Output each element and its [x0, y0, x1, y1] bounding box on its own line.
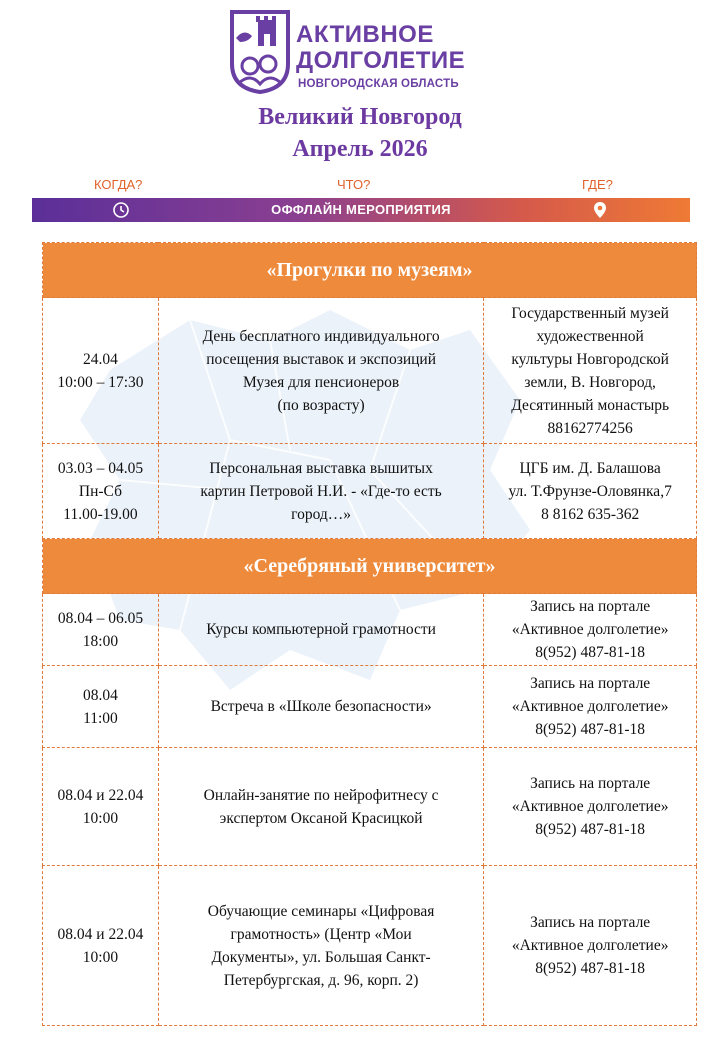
event-what-line: грамотность» (Центр «Мои [230, 925, 412, 943]
event-what-cell [158, 444, 483, 539]
event-what-line: Курсы компьютерной грамотности [206, 621, 436, 638]
logo-title-line2: ДОЛГОЛЕТИЕ [296, 47, 466, 74]
event-where-cell [484, 444, 697, 539]
event-when-line: 03.03 – 04.05 [57, 459, 144, 477]
event-when-line: 18:00 [82, 632, 119, 650]
event-what-line: посещения выставок и экспозиций [206, 350, 436, 368]
month-title: Апрель 2026 [292, 136, 428, 162]
logo [228, 8, 498, 94]
event-where-line: «Активное долголетие» [511, 698, 669, 715]
event-where-cell [484, 298, 697, 444]
event-where-cell [484, 748, 697, 866]
event-where-line: 8 8162 635-362 [541, 505, 640, 523]
offline-events-bar [32, 198, 690, 222]
event-when-line: 08.04 и 22.04 [57, 786, 144, 804]
location-pin-icon [592, 201, 608, 219]
event-what-line: экспертом Оксаной Красицкой [219, 809, 423, 827]
event-when-cell [43, 594, 159, 666]
event-where-line: ул. Т.Фрунзе-Оловянка,7 [508, 482, 672, 500]
city-title: Великий Новгород [258, 104, 462, 130]
event-when-line: 10:00 – 17:30 [57, 373, 144, 391]
section-title: «Серебряный университет» [43, 539, 697, 594]
event-where-line: 8(952) 487-81-18 [535, 644, 646, 661]
logo-title-line1: АКТИВНОЕ [296, 21, 434, 48]
event-row [43, 444, 697, 539]
event-row [43, 298, 697, 444]
event-where-cell [484, 594, 697, 666]
event-where-cell [484, 666, 697, 748]
event-what-cell [158, 298, 483, 444]
event-what-line: Музея для пенсионеров [243, 373, 400, 391]
event-what-line: Петербургская, д. 96, корп. 2) [223, 971, 419, 989]
event-where-line: «Активное долголетие» [511, 937, 669, 954]
event-what-line: картин Петровой Н.И. - «Где-то есть [200, 482, 442, 500]
bar-title: ОФФЛАЙН МЕРОПРИЯТИЯ [271, 202, 451, 217]
event-where-cell [484, 866, 697, 1026]
event-where-line: «Активное долголетие» [511, 621, 669, 638]
event-what-cell [158, 666, 483, 748]
event-what-line: (по возрасту) [277, 396, 365, 414]
event-when-line: 08.04 [83, 686, 118, 704]
event-what-line: Документы», ул. Большая Санкт- [211, 948, 431, 966]
event-what-line: город…» [291, 505, 352, 523]
event-when-line: 10:00 [82, 948, 119, 966]
event-where-line: Запись на портале [530, 598, 651, 615]
what-label: ЧТО? [337, 177, 371, 192]
event-when-line: 10:00 [82, 809, 119, 827]
event-when-line: 24.04 [83, 350, 118, 368]
event-when-line: 08.04 и 22.04 [57, 925, 144, 943]
event-when-cell [43, 666, 159, 748]
events-table [42, 242, 697, 1026]
event-where-line: Запись на портале [530, 775, 651, 792]
where-label: ГДЕ? [582, 177, 613, 192]
event-what-line: Онлайн-занятие по нейрофитнесу с [203, 786, 439, 804]
event-when-line: Пн-Сб [78, 482, 122, 500]
event-what-line: День бесплатного индивидуального [202, 327, 440, 345]
event-row [43, 594, 697, 666]
event-what-line: Персональная выставка вышитых [209, 459, 433, 477]
emblem-icon [228, 8, 292, 94]
event-where-line: ЦГБ им. Д. Балашова [519, 459, 661, 477]
event-where-line: культуры Новгородской [511, 350, 669, 368]
event-row [43, 866, 697, 1026]
event-row [43, 666, 697, 748]
event-what-cell [158, 866, 483, 1026]
logo-subtitle: НОВГОРОДСКАЯ ОБЛАСТЬ [298, 78, 459, 90]
event-what-line: Обучающие семинары «Цифровая [207, 902, 435, 920]
event-where-line: Запись на портале [530, 914, 651, 931]
bar-labels [0, 177, 720, 195]
event-what-cell [158, 594, 483, 666]
event-where-line: земли, В. Новгород, [524, 373, 656, 391]
event-where-line: Десятинный монастырь [511, 396, 670, 414]
event-where-line: 8(952) 487-81-18 [535, 821, 646, 838]
event-when-cell [43, 298, 159, 444]
event-where-line: «Активное долголетие» [511, 798, 669, 815]
event-where-line: художественной [536, 327, 644, 345]
event-when-line: 11.00-19.00 [63, 505, 138, 523]
event-when-cell [43, 444, 159, 539]
section-title: «Прогулки по музеям» [43, 243, 697, 298]
event-what-cell [158, 748, 483, 866]
event-where-line: 8(952) 487-81-18 [535, 721, 646, 738]
event-where-line: 8(952) 487-81-18 [535, 960, 646, 977]
event-where-line: Государственный музей [511, 304, 669, 322]
event-when-cell [43, 748, 159, 866]
event-what-line: Встреча в «Школе безопасности» [210, 698, 432, 715]
event-where-line: 88162774256 [547, 419, 633, 437]
event-when-cell [43, 866, 159, 1026]
event-row [43, 748, 697, 866]
when-label: КОГДА? [94, 177, 143, 192]
event-where-line: Запись на портале [530, 675, 651, 692]
event-when-line: 08.04 – 06.05 [57, 609, 144, 627]
event-when-line: 11:00 [83, 709, 118, 727]
